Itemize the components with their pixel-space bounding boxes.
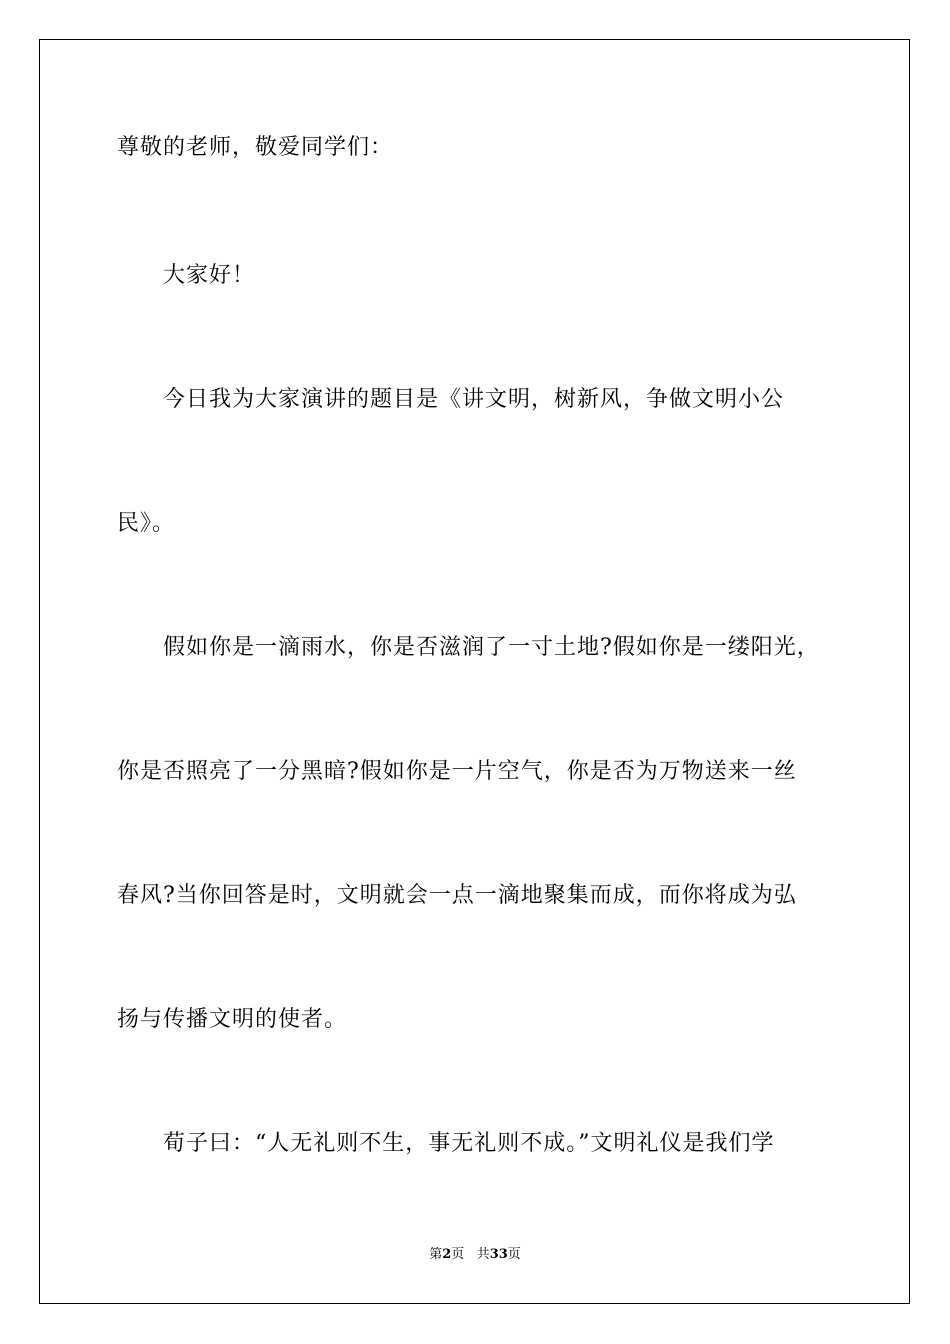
paragraph-line: 荀子曰：“人无礼则不生，事无礼则不成。”文明礼仪是我们学 bbox=[163, 1131, 775, 1156]
hello-line: 大家好！ bbox=[163, 263, 256, 288]
footer-page-suffix: 页 bbox=[451, 1247, 465, 1262]
paragraph-line: 今日我为大家演讲的题目是《讲文明，树新风，争做文明小公 bbox=[163, 387, 785, 412]
footer-total-prefix: 共 bbox=[476, 1247, 490, 1262]
paragraph-line: 民》。 bbox=[117, 511, 176, 536]
paragraph-line: 你是否照亮了一分黑暗?假如你是一片空气，你是否为万物送来一丝 bbox=[117, 759, 797, 784]
footer-page-number: 2 bbox=[442, 1247, 452, 1262]
footer-total-suffix: 页 bbox=[507, 1247, 521, 1262]
footer-prefix: 第 bbox=[429, 1247, 443, 1262]
page-footer bbox=[0, 1246, 950, 1264]
page-border bbox=[39, 39, 910, 1304]
footer-total-pages: 33 bbox=[489, 1247, 508, 1262]
paragraph-line: 扬与传播文明的使者。 bbox=[117, 1007, 348, 1032]
paragraph-line: 春风?当你回答是时，文明就会一点一滴地聚集而成，而你将成为弘 bbox=[117, 883, 797, 908]
greeting-line: 尊敬的老师，敬爱同学们： bbox=[117, 135, 394, 160]
paragraph-line: 假如你是一滴雨水，你是否滋润了一寸土地?假如你是一缕阳光， bbox=[163, 635, 820, 660]
